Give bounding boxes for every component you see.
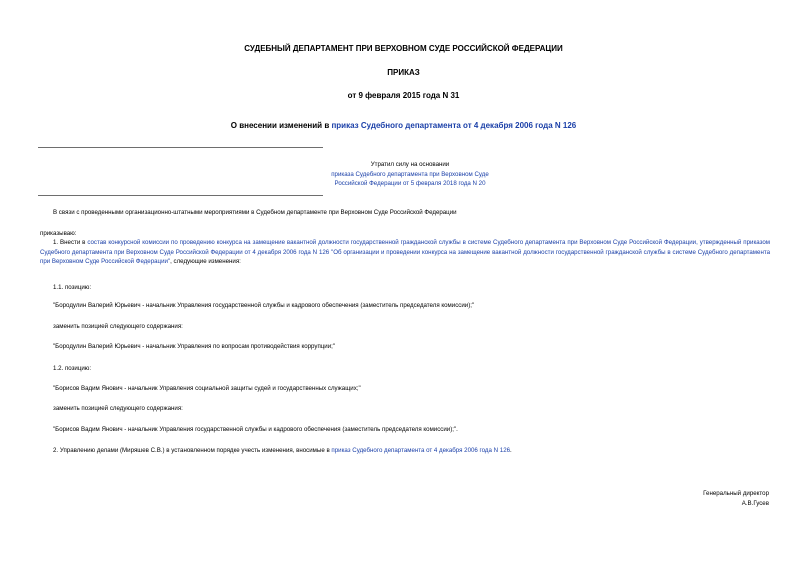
repeal-note-text: Утратил силу на основании [370,161,450,168]
separator-bottom [38,195,323,196]
replace-instruction-2: заменить позицией следующего содержания: [53,405,183,412]
replace-instruction-1: заменить позицией следующего содержания: [53,323,183,330]
repeal-note [220,160,600,189]
item-1-1-new-text: "Бородулин Валерий Юрьевич - начальник Управления по вопросам противодействия коррупции;" [53,343,336,350]
signature [703,489,769,508]
paragraph-2-prefix: 2. Управлению делами (Миряшев С.В.) в установленном порядке учесть изменения, вносимые в [53,447,332,454]
document-date-number: от 9 февраля 2015 года N 31 [347,91,460,100]
item-1-2: 1.2. позицию: [53,365,92,372]
paragraph-1-prefix: 1. Внести в [53,239,88,246]
commission-composition-link[interactable]: состав конкурсной комиссии по проведению конкурса на замещение вакантной должности государственной гражданской службы в системе Судебного департамента при Верховном Суде Российской Федерации, утвержденный приказом Судебного департамента при Верховном Суде Российской Федерации от 4 декабря 2006 года N 126 "Об организации и проведении конкурса на замещение вакантной должности государственной гражданской службы в системе Судебного департамента при Верховном Суде Российской Федерации" [40,239,770,265]
repeal-note-link-line2[interactable]: Российской Федерации от 5 февраля 2018 года N 20 [334,180,486,187]
department-name: СУДЕБНЫЙ ДЕПАРТАМЕНТ ПРИ ВЕРХОВНОМ СУДЕ РОССИЙСКОЙ ФЕДЕРАЦИИ [244,44,563,53]
paragraph-1 [40,238,770,267]
item-1-2-new-text: "Борисов Вадим Янович - начальник Управления государственной службы и кадрового обеспечения (заместитель председателя комиссии);". [53,426,458,433]
paragraph-1-suffix: , следующие изменения: [170,258,241,265]
signatory-title: Генеральный директор [703,490,769,497]
document-type: ПРИКАЗ [387,68,420,77]
separator-top [38,147,323,148]
subject-prefix: О внесении изменений в [230,121,332,130]
paragraph-2 [53,446,512,456]
paragraph-2-suffix: . [510,447,512,454]
item-1-1: 1.1. позицию: [53,284,92,291]
order-word: приказываю: [40,230,77,237]
item-1-1-old-text: "Бородулин Валерий Юрьевич - начальник Управления государственной службы и кадрового обеспечения (заместитель председателя комиссии);" [53,302,475,309]
document-subject [0,121,807,130]
preamble: В связи с проведенными организационно-штатными мероприятиями в Судебном департаменте при Верховном Суде Российской Федерации [53,209,457,216]
order-126-link[interactable]: приказ Судебного департамента от 4 декабря 2006 года N 126 [331,447,511,454]
subject-link[interactable]: приказ Судебного департамента от 4 декабря 2006 года N 126 [331,121,577,130]
repeal-note-link-line1[interactable]: приказа Судебного департамента при Верховном Суде [331,170,489,178]
signatory-name: А.В.Гусев [741,499,769,507]
item-1-2-old-text: "Борисов Вадим Янович - начальник Управления социальной защиты судей и государственных служащих;" [53,385,361,392]
